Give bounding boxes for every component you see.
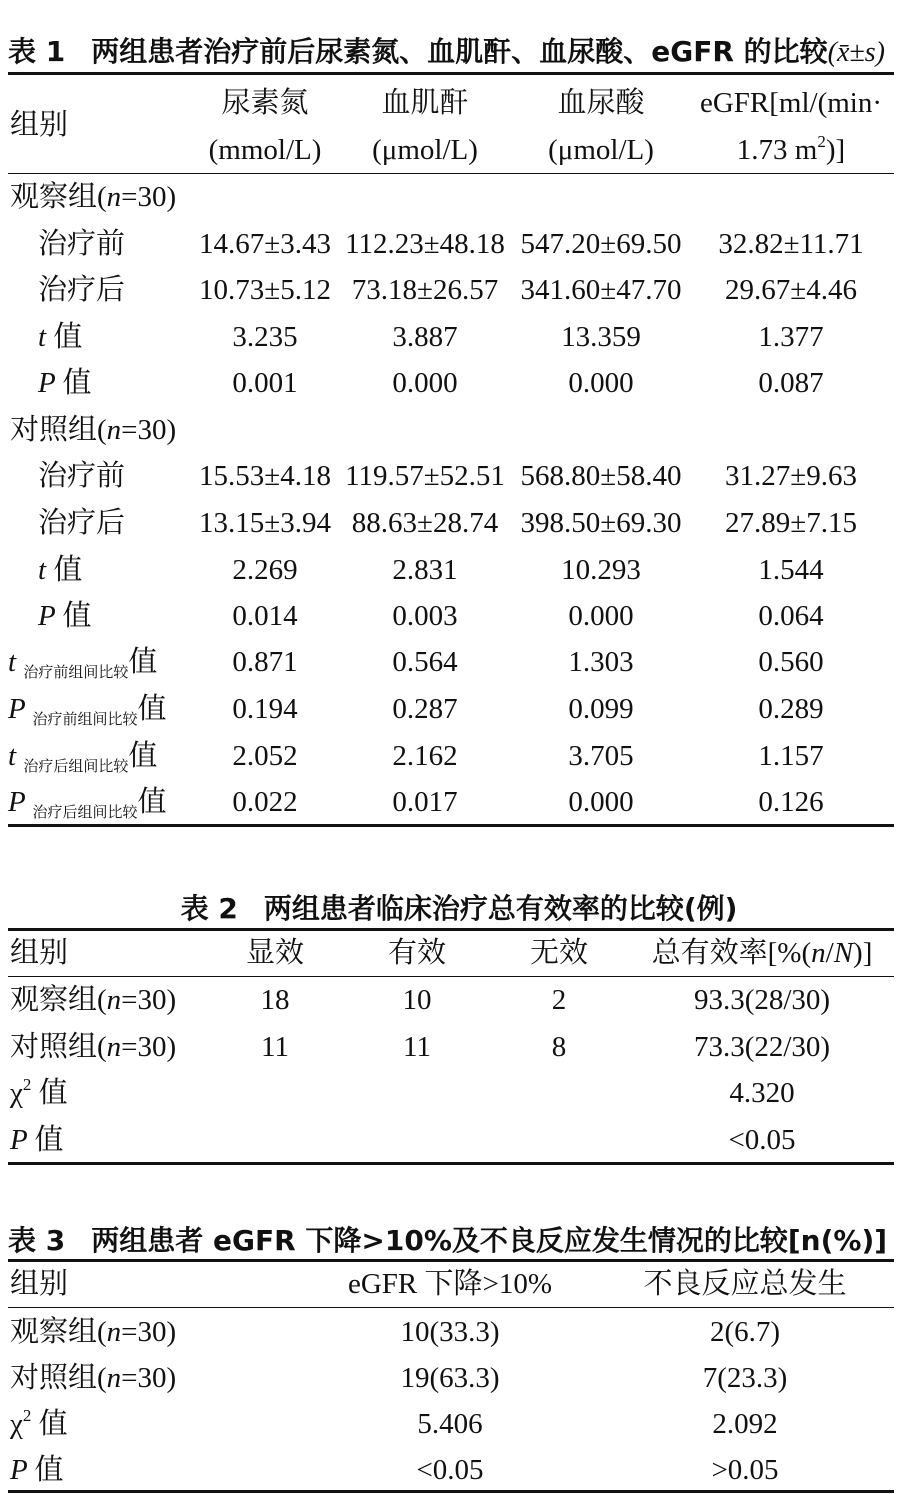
table-1-cell: 341.60±47.70 bbox=[520, 274, 682, 306]
table-1-cell: 2.831 bbox=[392, 554, 458, 586]
table-1-cell: 0.000 bbox=[568, 786, 634, 818]
table-3-caption: 表 3 两组患者 eGFR 下降>10%及不良反应发生情况的比较[n(%)] bbox=[8, 1224, 888, 1257]
table-3-row-label: P 值 bbox=[10, 1454, 64, 1486]
table-2-row-label: P 值 bbox=[10, 1124, 64, 1156]
table-1-cell: 0.064 bbox=[758, 600, 824, 632]
table-2-row-label: 观察组(n=30) bbox=[10, 984, 177, 1016]
table-1-cell: 0.000 bbox=[568, 367, 634, 399]
table-2-cell: 18 bbox=[260, 984, 290, 1016]
table-1-cell: 0.871 bbox=[232, 646, 298, 678]
table-1-cell: 568.80±58.40 bbox=[520, 460, 682, 492]
table-3-cell: 2(6.7) bbox=[709, 1316, 781, 1348]
table-2-cell: 2 bbox=[551, 984, 567, 1016]
table-3-row-label: 观察组(n=30) bbox=[10, 1316, 177, 1348]
table-3-header-cell: 组别 bbox=[10, 1268, 69, 1300]
table-2-header-cell: 组别 bbox=[10, 937, 69, 969]
table-1-row-label: t $_{治疗前组间比较}$值 bbox=[8, 646, 158, 681]
table-1-cell: 0.087 bbox=[758, 367, 824, 399]
table-1-cell: 13.15±3.94 bbox=[199, 507, 331, 539]
table-2-cell: 8 bbox=[551, 1031, 567, 1063]
table-1-cell: 88.63±28.74 bbox=[351, 507, 499, 539]
table-3-cell: >0.05 bbox=[711, 1454, 779, 1486]
table-1-cell: 10.293 bbox=[561, 554, 641, 586]
table-2-header-cell: 无效 bbox=[529, 937, 589, 969]
table-2-cell: 11 bbox=[261, 1031, 289, 1063]
table-1-cell: 27.89±7.15 bbox=[725, 507, 857, 539]
table-1-cell: 29.67±4.46 bbox=[725, 274, 857, 306]
table-1-cell: 0.289 bbox=[758, 693, 824, 725]
table-1-cell: 0.017 bbox=[392, 786, 458, 818]
table-1-cell: 0.000 bbox=[568, 600, 634, 632]
table-3-cell: 2.092 bbox=[712, 1408, 778, 1440]
table-1-header-bun: 尿素氮 bbox=[221, 87, 309, 119]
table-1-cell: 73.18±26.57 bbox=[351, 274, 499, 306]
table-1-cell: 119.57±52.51 bbox=[345, 460, 505, 492]
table-2-cell: 4.320 bbox=[729, 1077, 795, 1109]
table-2-cell: <0.05 bbox=[728, 1124, 796, 1156]
table-3-header-rule bbox=[8, 1307, 894, 1308]
table-1-cell: 1.544 bbox=[758, 554, 824, 586]
table-3-row-label: 对照组(n=30) bbox=[10, 1362, 177, 1394]
table-1-header-egfr: eGFR[ml/(min· bbox=[699, 87, 883, 119]
table-2-header-cell: 总有效率[%(n/N)] bbox=[651, 937, 873, 969]
table-1-cell: 0.560 bbox=[758, 646, 824, 678]
table-1-header-sua: 血尿酸 bbox=[557, 87, 645, 119]
table-1-header-scr: 血肌酐 bbox=[381, 87, 469, 119]
table-3-header-cell: eGFR 下降>10% bbox=[347, 1268, 553, 1300]
table-1-row-label: 治疗后 bbox=[38, 274, 126, 306]
table-1-cell: 3.235 bbox=[232, 321, 298, 353]
table-1-cell: 1.157 bbox=[758, 740, 824, 772]
table-1-row-label: P 值 bbox=[38, 600, 92, 632]
table-1-cell: 2.052 bbox=[232, 740, 298, 772]
table-2-cell: 93.3(28/30) bbox=[693, 984, 831, 1016]
table-1-header-scr-unit: (μmol/L) bbox=[372, 134, 478, 166]
table-1-row-label: 治疗前 bbox=[38, 228, 126, 260]
table-1-cell: 547.20±69.50 bbox=[520, 228, 682, 260]
table-1-cell: 0.022 bbox=[232, 786, 298, 818]
table-1-row-label: P $_{治疗后组间比较}$值 bbox=[8, 786, 167, 821]
table-1-cell: 0.287 bbox=[392, 693, 458, 725]
table-1-caption: 表 1 两组患者治疗前后尿素氮、血肌酐、血尿酸、eGFR 的比较(x̄±s) bbox=[8, 35, 885, 68]
table-1-cell: 0.001 bbox=[232, 367, 298, 399]
table-1-cell: 0.099 bbox=[568, 693, 634, 725]
table-1-row-label: P $_{治疗前组间比较}$值 bbox=[8, 693, 167, 728]
table-1-cell: 398.50±69.30 bbox=[520, 507, 682, 539]
table-1-group-observation: 观察组(n=30) bbox=[10, 181, 177, 213]
table-3-header-cell: 不良反应总发生 bbox=[643, 1268, 847, 1300]
table-1-cell: 13.359 bbox=[561, 321, 641, 353]
table-1-row-label: P 值 bbox=[38, 367, 92, 399]
table-2-header-cell: 显效 bbox=[245, 937, 305, 969]
table-1-row-label: t 值 bbox=[38, 554, 83, 586]
table-1-header-group: 组别 bbox=[10, 109, 69, 141]
table-1-cell: 10.73±5.12 bbox=[199, 274, 331, 306]
table-2-cell: 11 bbox=[403, 1031, 431, 1063]
table-2-caption: 表 2 两组患者临床治疗总有效率的比较(例) bbox=[180, 892, 738, 925]
table-1-cell: 2.269 bbox=[232, 554, 298, 586]
table-1-cell: 1.303 bbox=[568, 646, 634, 678]
table-1-cell: 0.014 bbox=[232, 600, 298, 632]
table-2-bottom-rule bbox=[8, 1162, 894, 1165]
table-1-cell: 32.82±11.71 bbox=[718, 228, 864, 260]
table-2-header-cell: 有效 bbox=[387, 937, 447, 969]
table-1-cell: 31.27±9.63 bbox=[725, 460, 857, 492]
table-1-cell: 0.564 bbox=[392, 646, 458, 678]
table-1-top-rule bbox=[8, 72, 894, 75]
table-1-cell: 1.377 bbox=[758, 321, 824, 353]
table-1-row-label: t 值 bbox=[38, 321, 83, 353]
table-3-cell: 19(63.3) bbox=[400, 1362, 500, 1394]
table-1-bottom-rule bbox=[8, 824, 894, 827]
table-1-row-label: 治疗后 bbox=[38, 507, 126, 539]
table-1-row-label: t $_{治疗后组间比较}$值 bbox=[8, 740, 158, 775]
table-3-cell: 10(33.3) bbox=[400, 1316, 500, 1348]
table-2-row-label: $\chi^2$ 值 bbox=[10, 1075, 68, 1109]
table-1-header-egfr-unit: 1.73 $m^2$)] bbox=[736, 132, 846, 166]
table-1-header-bun-unit: (mmol/L) bbox=[208, 134, 322, 166]
table-1-cell: 0.000 bbox=[392, 367, 458, 399]
table-1-cell: 3.887 bbox=[392, 321, 458, 353]
table-1-cell: 3.705 bbox=[568, 740, 634, 772]
table-1-cell: 0.003 bbox=[392, 600, 458, 632]
table-1-cell: 14.67±3.43 bbox=[199, 228, 331, 260]
table-3-cell: 7(23.3) bbox=[702, 1362, 788, 1394]
table-2-cell: 73.3(22/30) bbox=[693, 1031, 831, 1063]
table-1-row-label: 治疗前 bbox=[38, 460, 126, 492]
table-2-cell: 10 bbox=[402, 984, 432, 1016]
table-1-group-control: 对照组(n=30) bbox=[10, 414, 177, 446]
table-1-cell: 112.23±48.18 bbox=[345, 228, 505, 260]
table-1-header-sua-unit: (μmol/L) bbox=[548, 134, 654, 166]
table-3-cell: 5.406 bbox=[417, 1408, 483, 1440]
table-1-cell: 15.53±4.18 bbox=[199, 460, 331, 492]
table-2-row-label: 对照组(n=30) bbox=[10, 1031, 177, 1063]
table-3-row-label: $\chi^2$ 值 bbox=[10, 1406, 68, 1440]
table-1-cell: 0.126 bbox=[758, 786, 824, 818]
table-1-cell: 0.194 bbox=[232, 693, 298, 725]
table-3-bottom-rule bbox=[8, 1490, 894, 1493]
table-1-cell: 2.162 bbox=[392, 740, 458, 772]
table-3-cell: <0.05 bbox=[416, 1454, 484, 1486]
